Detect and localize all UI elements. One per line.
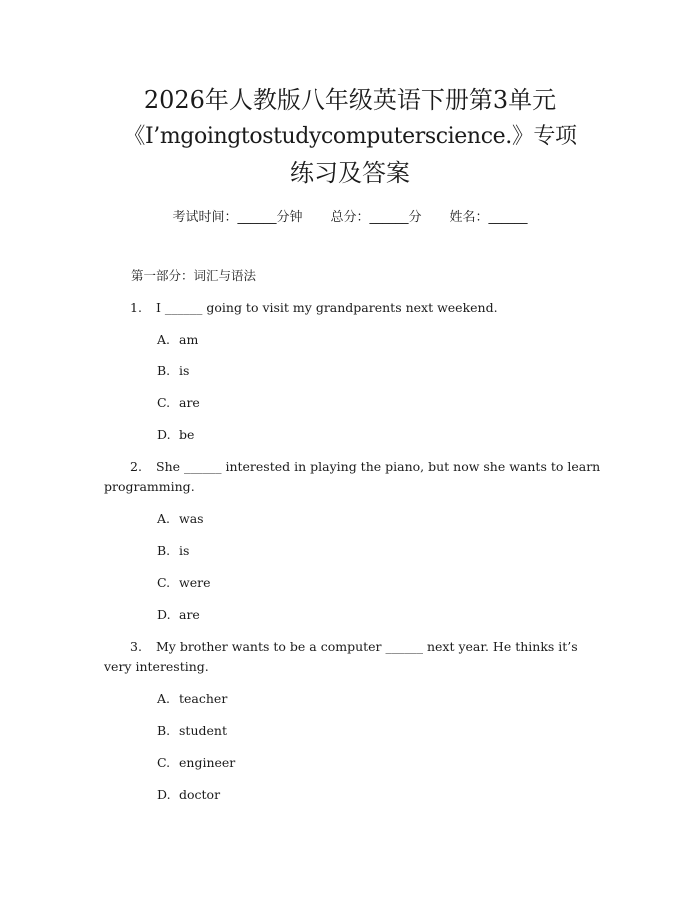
option-text: are <box>179 395 200 410</box>
option-letter: A. <box>157 332 171 347</box>
option-text: doctor <box>179 787 221 802</box>
question-1-option-b <box>157 362 189 380</box>
option-text: are <box>179 607 200 622</box>
option-letter: A. <box>157 511 171 526</box>
option-text: student <box>179 723 227 738</box>
option-text: am <box>179 332 199 347</box>
option-letter: A. <box>157 691 171 706</box>
exam-time-field: 考试时间：______分钟 <box>172 210 303 225</box>
option-letter: C. <box>157 575 171 590</box>
question-3-option-c <box>157 754 235 772</box>
question-3-option-d <box>157 786 220 804</box>
question-1-option-c <box>157 394 200 412</box>
section-heading: 第一部分：词汇与语法 <box>131 268 257 283</box>
option-text: be <box>179 427 195 442</box>
option-text: teacher <box>179 691 228 706</box>
option-letter: D. <box>157 427 171 442</box>
document-title-line-2: 《I’mgoingtostudycomputerscience.》专项 <box>123 124 577 149</box>
document-title-line-1: 2026年人教版八年级英语下册第3单元 <box>143 86 557 114</box>
question-text: My brother wants to be a computer ______ next year. He thinks it’s very interesting. <box>104 639 578 674</box>
question-2-option-c <box>157 574 210 592</box>
question-3-option-a <box>157 690 227 708</box>
option-letter: D. <box>157 607 171 622</box>
option-text: is <box>179 543 190 558</box>
option-text: were <box>179 575 211 590</box>
option-text: is <box>179 363 190 378</box>
option-text: engineer <box>179 755 236 770</box>
option-text: was <box>179 511 204 526</box>
question-1 <box>104 298 604 318</box>
question-number: 1. <box>130 300 142 315</box>
question-1-option-a <box>157 331 198 349</box>
question-2-option-a <box>157 510 204 528</box>
option-letter: C. <box>157 755 171 770</box>
question-3-option-b <box>157 722 227 740</box>
question-1-option-d <box>157 426 194 444</box>
option-letter: C. <box>157 395 171 410</box>
question-number: 3. <box>130 639 142 654</box>
option-letter: B. <box>157 363 171 378</box>
option-letter: D. <box>157 787 171 802</box>
option-letter: B. <box>157 723 171 738</box>
document-title-line-3: 练习及答案 <box>290 159 410 187</box>
question-2 <box>104 457 604 497</box>
question-2-option-b <box>157 542 189 560</box>
question-number: 2. <box>130 459 142 474</box>
option-letter: B. <box>157 543 171 558</box>
total-score-field: 总分：______分 <box>330 210 422 225</box>
question-text: I ______ going to visit my grandparents next weekend. <box>156 300 498 315</box>
question-3 <box>104 637 604 677</box>
exam-info-line <box>0 206 700 225</box>
question-text: She ______ interested in playing the piano, but now she wants to learn programming. <box>104 459 601 494</box>
question-2-option-d <box>157 606 200 624</box>
name-field: 姓名：______ <box>449 210 528 225</box>
